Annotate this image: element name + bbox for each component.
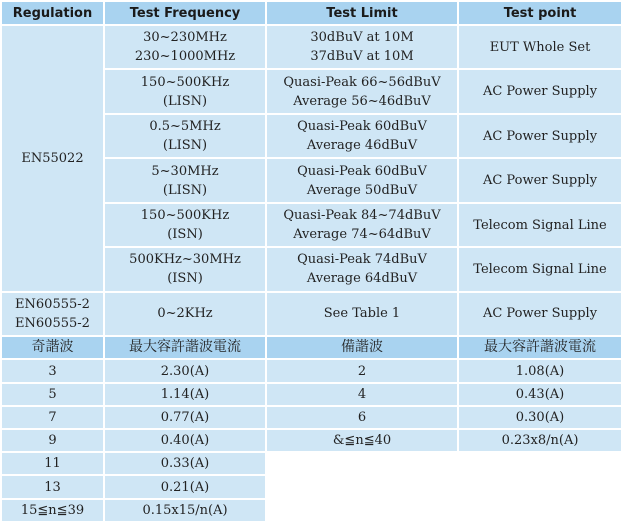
test-point-cell: AC Power Supply — [459, 70, 621, 112]
header-test-frequency: Test Frequency — [105, 2, 265, 24]
empty-cell — [459, 453, 621, 474]
table-row — [2, 407, 621, 428]
odd-harmonic-cell: 13 — [2, 476, 103, 497]
frequency-cell: 0~2KHz — [105, 293, 265, 335]
test-point-cell: Telecom Signal Line — [459, 204, 621, 246]
odd-max-current-cell: 2.30(A) — [105, 360, 265, 381]
empty-cell — [267, 453, 457, 474]
limit-cell: Quasi-Peak 60dBuV Average 50dBuV — [267, 159, 457, 201]
odd-max-current-cell: 0.15x15/n(A) — [105, 500, 265, 521]
even-max-current-cell: 1.08(A) — [459, 360, 621, 381]
limit-cell: Quasi-Peak 66~56dBuV Average 56~46dBuV — [267, 70, 457, 112]
test-point-cell: AC Power Supply — [459, 115, 621, 157]
odd-max-current-cell: 0.77(A) — [105, 407, 265, 428]
header-even-harmonic: 備諧波 — [267, 337, 457, 358]
table-row — [2, 453, 621, 474]
table-row — [2, 26, 621, 68]
limit-cell: 30dBuV at 10M 37dBuV at 10M — [267, 26, 457, 68]
frequency-cell: 30~230MHz 230~1000MHz — [105, 26, 265, 68]
empty-cell — [267, 476, 457, 497]
harmonic-header-row — [2, 337, 621, 358]
odd-harmonic-cell: 3 — [2, 360, 103, 381]
odd-max-current-cell: 0.33(A) — [105, 453, 265, 474]
header-odd-harmonic: 奇諧波 — [2, 337, 103, 358]
frequency-cell: 500KHz~30MHz (ISN) — [105, 248, 265, 290]
header-test-limit: Test Limit — [267, 2, 457, 24]
odd-max-current-cell: 0.21(A) — [105, 476, 265, 497]
even-harmonic-cell: 6 — [267, 407, 457, 428]
test-point-cell: AC Power Supply — [459, 293, 621, 335]
header-even-max-current: 最大容許諧波電流 — [459, 337, 621, 358]
header-regulation: Regulation — [2, 2, 103, 24]
empty-cell — [459, 476, 621, 497]
odd-harmonic-cell: 15≦n≦39 — [2, 500, 103, 521]
table-row — [2, 500, 621, 521]
limit-cell: See Table 1 — [267, 293, 457, 335]
test-point-cell: EUT Whole Set — [459, 26, 621, 68]
frequency-cell: 5~30MHz (LISN) — [105, 159, 265, 201]
header-test-point: Test point — [459, 2, 621, 24]
limit-cell: Quasi-Peak 84~74dBuV Average 74~64dBuV — [267, 204, 457, 246]
even-max-current-cell: 0.43(A) — [459, 384, 621, 405]
header-row — [2, 2, 621, 24]
limit-cell: Quasi-Peak 60dBuV Average 46dBuV — [267, 115, 457, 157]
table-row — [2, 360, 621, 381]
even-harmonic-cell: &≦n≦40 — [267, 430, 457, 451]
even-max-current-cell: 0.23x8/n(A) — [459, 430, 621, 451]
odd-harmonic-cell: 5 — [2, 384, 103, 405]
regulation-en60555-cell: EN60555-2 EN60555-2 — [2, 293, 103, 335]
header-odd-max-current: 最大容許諧波電流 — [105, 337, 265, 358]
odd-max-current-cell: 1.14(A) — [105, 384, 265, 405]
table-row — [2, 384, 621, 405]
table-row — [2, 293, 621, 335]
empty-cell — [267, 500, 457, 521]
test-point-cell: Telecom Signal Line — [459, 248, 621, 290]
frequency-cell: 150~500KHz (LISN) — [105, 70, 265, 112]
odd-harmonic-cell: 11 — [2, 453, 103, 474]
odd-harmonic-cell: 9 — [2, 430, 103, 451]
even-max-current-cell: 0.30(A) — [459, 407, 621, 428]
odd-max-current-cell: 0.40(A) — [105, 430, 265, 451]
table-row — [2, 430, 621, 451]
regulation-en55022-cell: EN55022 — [2, 26, 103, 291]
even-harmonic-cell: 2 — [267, 360, 457, 381]
frequency-cell: 0.5~5MHz (LISN) — [105, 115, 265, 157]
empty-cell — [459, 500, 621, 521]
odd-harmonic-cell: 7 — [2, 407, 103, 428]
even-harmonic-cell: 4 — [267, 384, 457, 405]
test-point-cell: AC Power Supply — [459, 159, 621, 201]
table-row — [2, 476, 621, 497]
limit-cell: Quasi-Peak 74dBuV Average 64dBuV — [267, 248, 457, 290]
frequency-cell: 150~500KHz (ISN) — [105, 204, 265, 246]
